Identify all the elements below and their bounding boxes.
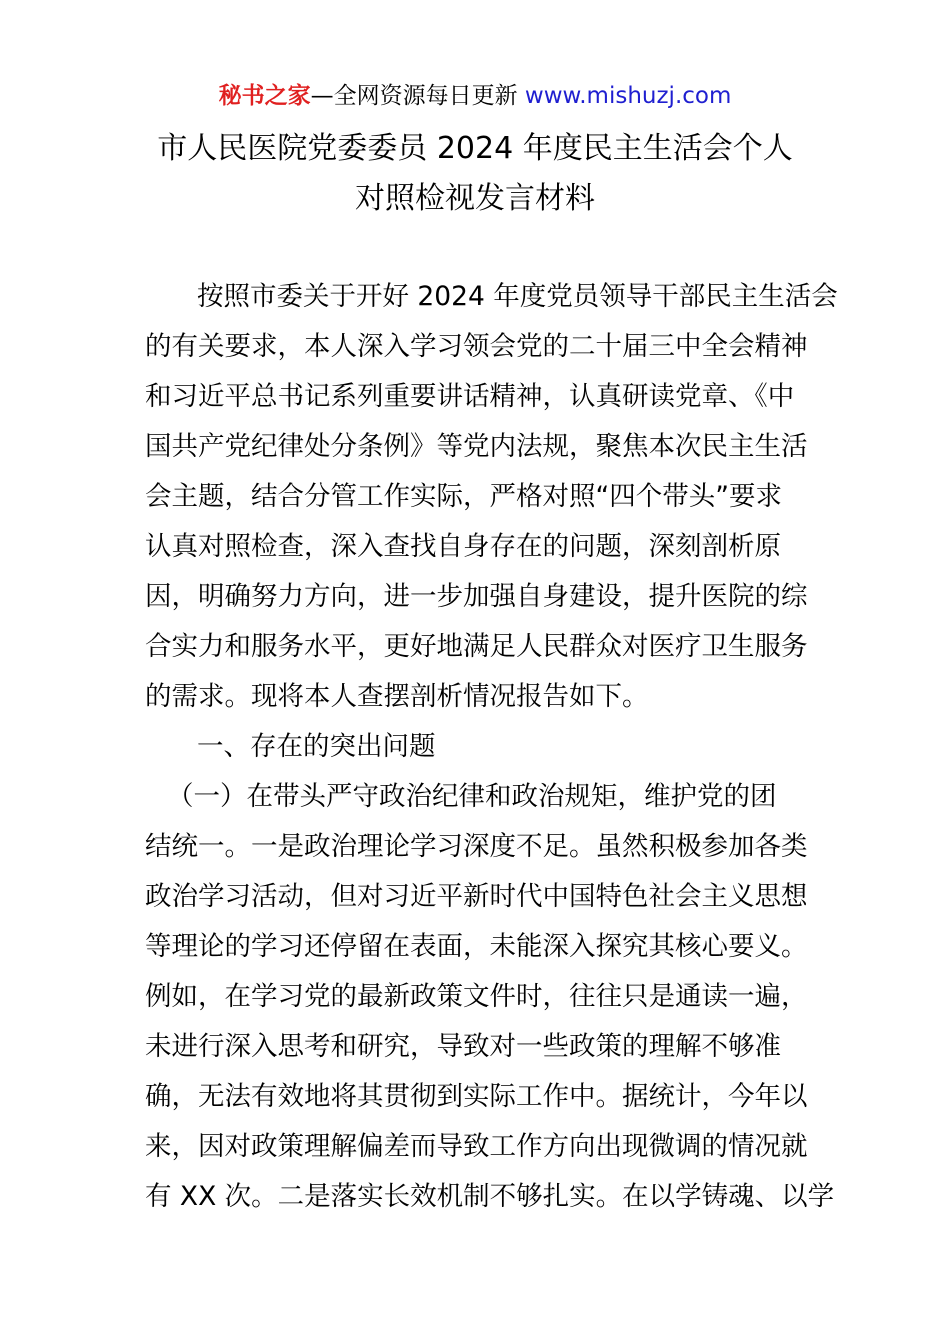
site-header	[0, 80, 950, 112]
paragraph-line: 按照市委关于开好 2024 年度党员领导干部民主生活会	[197, 281, 838, 312]
section-heading: 一、存在的突出问题	[197, 731, 436, 762]
paragraph-line: 政治学习活动，但对习近平新时代中国特色社会主义思想	[145, 881, 808, 912]
header-slogan: —全网资源每日更新	[310, 83, 525, 109]
paragraph-line: 认真对照检查，深入查找自身存在的问题，深刻剖析原	[145, 531, 781, 562]
paragraph-line: 确，无法有效地将其贯彻到实际工作中。据统计，今年以	[145, 1081, 808, 1112]
paragraph-line: 例如，在学习党的最新政策文件时，往往只是通读一遍，	[145, 981, 808, 1012]
paragraph-line: 有 XX 次。二是落实长效机制不够扎实。在以学铸魂、以学	[145, 1181, 835, 1212]
paragraph-line: 等理论的学习还停留在表面，未能深入探究其核心要义。	[145, 931, 808, 962]
paragraph-line: 来，因对政策理解偏差而导致工作方向出现微调的情况就	[145, 1131, 808, 1162]
paragraph-line: 的有关要求，本人深入学习领会党的二十届三中全会精神	[145, 331, 808, 362]
paragraph-line: 国共产党纪律处分条例》等党内法规，聚焦本次民主生活	[145, 431, 808, 462]
paragraph-line: 的需求。现将本人查摆剖析情况报告如下。	[145, 681, 649, 712]
title-line-2: 对照检视发言材料	[355, 181, 595, 216]
paragraph-line: 未进行深入思考和研究，导致对一些政策的理解不够准	[145, 1031, 781, 1062]
paragraph-line: 和习近平总书记系列重要讲话精神，认真研读党章、《中	[145, 381, 795, 412]
paragraph-line: 因，明确努力方向，进一步加强自身建设，提升医院的综	[145, 581, 808, 612]
subsection-heading-line: （一）在带头严守政治纪律和政治规矩，维护党的团	[167, 781, 777, 812]
paragraph-line: 合实力和服务水平，更好地满足人民群众对医疗卫生服务	[145, 631, 808, 662]
document-title	[0, 124, 950, 224]
document-body	[145, 272, 838, 1222]
paragraph-line: 会主题，结合分管工作实际，严格对照“四个带头”要求	[145, 481, 782, 512]
title-line-1: 市人民医院党委委员 2024 年度民主生活会个人	[157, 131, 793, 166]
site-url-link[interactable]: www.mishuzj.com	[524, 83, 732, 109]
brand-name: 秘书之家	[218, 83, 311, 109]
paragraph-line: 结统一。一是政治理论学习深度不足。虽然积极参加各类	[145, 831, 808, 862]
